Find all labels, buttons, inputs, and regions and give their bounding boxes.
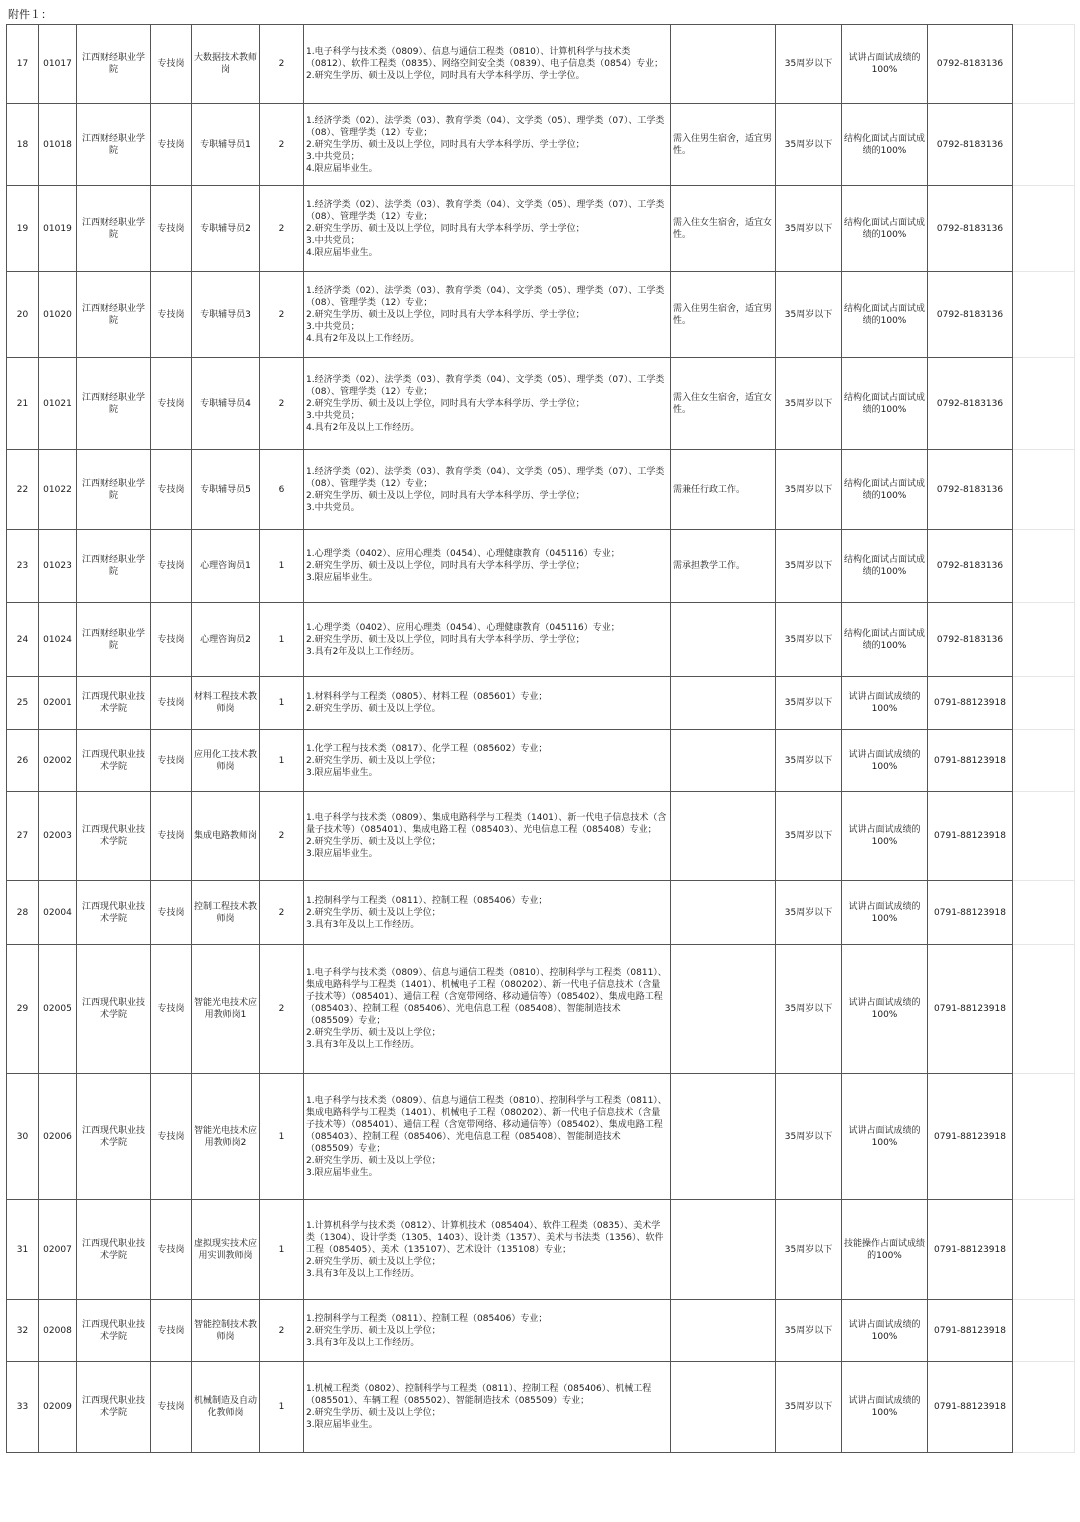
post-code-cell: 02002 xyxy=(39,730,77,792)
requirements-cell xyxy=(304,945,671,1074)
empty-cell xyxy=(1013,1074,1075,1200)
contact-phone-cell: 0792-8183136 xyxy=(928,272,1013,358)
post-code-cell: 01019 xyxy=(39,186,77,272)
requirements-cell xyxy=(304,1300,671,1362)
empty-cell xyxy=(1013,1200,1075,1300)
table-row xyxy=(7,1300,1075,1362)
remarks-cell xyxy=(671,603,776,677)
empty-cell xyxy=(1013,792,1075,881)
employer-cell: 江西财经职业学院 xyxy=(77,25,151,104)
interview-method-cell: 结构化面试占面试成绩的100% xyxy=(842,358,928,450)
requirement-line: 3.具有3年及以上工作经历。 xyxy=(306,919,420,930)
requirement-line: 1.经济学类（02）、法学类（03）、教育学类（04）、文学类（05）、理学类（07）、工学类（08）、管理学类（12）专业； xyxy=(306,466,665,489)
requirement-line: 4.限应届毕业生。 xyxy=(306,247,378,258)
interview-method-cell: 结构化面试占面试成绩的100% xyxy=(842,186,928,272)
contact-phone-cell: 0792-8183136 xyxy=(928,603,1013,677)
requirements-cell xyxy=(304,358,671,450)
contact-phone-cell: 0792-8183136 xyxy=(928,358,1013,450)
remarks-cell: 需承担教学工作。 xyxy=(671,530,776,603)
age-limit-cell: 35周岁以下 xyxy=(776,792,842,881)
post-code-cell: 02003 xyxy=(39,792,77,881)
requirement-line: 4.具有2年及以上工作经历。 xyxy=(306,422,420,433)
age-limit-cell: 35周岁以下 xyxy=(776,25,842,104)
row-number-cell: 28 xyxy=(7,881,39,945)
headcount-cell: 1 xyxy=(260,1362,304,1453)
empty-cell xyxy=(1013,1362,1075,1453)
requirement-line: 3.限应届毕业生。 xyxy=(306,573,378,583)
headcount-cell: 2 xyxy=(260,792,304,881)
post-code-cell: 01020 xyxy=(39,272,77,358)
row-number-cell: 31 xyxy=(7,1200,39,1300)
requirement-line: 4.具有2年及以上工作经历。 xyxy=(306,333,420,344)
post-type-cell: 专技岗 xyxy=(151,272,192,358)
table-row xyxy=(7,1074,1075,1200)
requirement-line: 3.具有3年及以上工作经历。 xyxy=(306,1040,420,1050)
interview-method-cell: 结构化面试占面试成绩的100% xyxy=(842,603,928,677)
age-limit-cell: 35周岁以下 xyxy=(776,186,842,272)
employer-cell: 江西现代职业技术学院 xyxy=(77,881,151,945)
headcount-cell: 1 xyxy=(260,677,304,730)
employer-cell: 江西财经职业学院 xyxy=(77,603,151,677)
employer-cell: 江西财经职业学院 xyxy=(77,186,151,272)
empty-cell xyxy=(1013,677,1075,730)
empty-cell xyxy=(1013,730,1075,792)
age-limit-cell: 35周岁以下 xyxy=(776,530,842,603)
post-type-cell: 专技岗 xyxy=(151,792,192,881)
headcount-cell: 2 xyxy=(260,186,304,272)
post-name-cell: 机械制造及自动化教师岗 xyxy=(192,1362,260,1453)
contact-phone-cell: 0791-88123918 xyxy=(928,677,1013,730)
requirement-line: 2.研究生学历、硕士及以上学位，同时具有大学本科学历、学士学位； xyxy=(306,309,585,320)
post-type-cell: 专技岗 xyxy=(151,186,192,272)
interview-method-cell: 技能操作占面试成绩的100% xyxy=(842,1200,928,1300)
employer-cell: 江西现代职业技术学院 xyxy=(77,1300,151,1362)
requirements-cell xyxy=(304,881,671,945)
post-name-cell: 心理咨询员2 xyxy=(192,603,260,677)
headcount-cell: 2 xyxy=(260,1300,304,1362)
table-row xyxy=(7,25,1075,104)
post-code-cell: 02008 xyxy=(39,1300,77,1362)
post-code-cell: 02001 xyxy=(39,677,77,730)
requirement-line: 1.机械工程类（0802）、控制科学与工程类（0811）、控制工程（085406）、机械工程（085501）、车辆工程（085502）、智能制造技术（085509）专业； xyxy=(306,1384,652,1406)
employer-cell: 江西财经职业学院 xyxy=(77,272,151,358)
post-code-cell: 01017 xyxy=(39,25,77,104)
interview-method-cell: 试讲占面试成绩的100% xyxy=(842,1074,928,1200)
empty-cell xyxy=(1013,450,1075,530)
requirement-line: 3.具有2年及以上工作经历。 xyxy=(306,646,420,657)
post-name-cell: 大数据技术教师岗 xyxy=(192,25,260,104)
interview-method-cell: 结构化面试占面试成绩的100% xyxy=(842,450,928,530)
post-code-cell: 02009 xyxy=(39,1362,77,1453)
post-type-cell: 专技岗 xyxy=(151,104,192,186)
attachment-caption: 附件１： xyxy=(8,8,52,21)
interview-method-cell: 试讲占面试成绩的100% xyxy=(842,792,928,881)
post-code-cell: 02005 xyxy=(39,945,77,1074)
empty-cell xyxy=(1013,603,1075,677)
age-limit-cell: 35周岁以下 xyxy=(776,272,842,358)
post-code-cell: 02004 xyxy=(39,881,77,945)
requirement-line: 3.限应届毕业生。 xyxy=(306,849,378,859)
empty-cell xyxy=(1013,272,1075,358)
requirement-line: 1.控制科学与工程类（0811）、控制工程（085406）专业； xyxy=(306,895,548,906)
requirements-cell xyxy=(304,603,671,677)
post-code-cell: 02006 xyxy=(39,1074,77,1200)
row-number-cell: 25 xyxy=(7,677,39,730)
contact-phone-cell: 0791-88123918 xyxy=(928,1200,1013,1300)
row-number-cell: 32 xyxy=(7,1300,39,1362)
remarks-cell xyxy=(671,1362,776,1453)
post-code-cell: 02007 xyxy=(39,1200,77,1300)
requirement-line: 1.电子科学与技术类（0809）、信息与通信工程类（0810）、控制科学与工程类（0811）、集成电路科学与工程类（1401）、机械电子工程（080202）、新一代电子信息技术（含量子技术等）（085401）、通信工程（含宽带网络、移动通信等）（085402）、集成电路工程（085403）、控制工程（085406）、光电信息工程（085408）、智能制造技术（085509）专业； xyxy=(306,1095,667,1154)
age-limit-cell: 35周岁以下 xyxy=(776,881,842,945)
post-name-cell: 智能光电技术应用教师岗2 xyxy=(192,1074,260,1200)
requirements-cell xyxy=(304,450,671,530)
requirements-cell xyxy=(304,272,671,358)
requirement-line: 2.研究生学历、硕士及以上学位，同时具有大学本科学历、学士学位。 xyxy=(306,71,585,81)
contact-phone-cell: 0791-88123918 xyxy=(928,792,1013,881)
contact-phone-cell: 0791-88123918 xyxy=(928,1074,1013,1200)
requirement-line: 3.中共党员； xyxy=(306,410,360,421)
post-type-cell: 专技岗 xyxy=(151,945,192,1074)
post-type-cell: 专技岗 xyxy=(151,530,192,603)
post-code-cell: 01021 xyxy=(39,358,77,450)
post-name-cell: 心理咨询员1 xyxy=(192,530,260,603)
post-name-cell: 专职辅导员3 xyxy=(192,272,260,358)
row-number-cell: 24 xyxy=(7,603,39,677)
remarks-cell: 需入住女生宿舍，适宜女性。 xyxy=(671,186,776,272)
post-type-cell: 专技岗 xyxy=(151,677,192,730)
contact-phone-cell: 0791-88123918 xyxy=(928,945,1013,1074)
remarks-cell xyxy=(671,881,776,945)
employer-cell: 江西财经职业学院 xyxy=(77,104,151,186)
requirement-line: 2.研究生学历、硕士及以上学位； xyxy=(306,755,441,766)
empty-cell xyxy=(1013,881,1075,945)
remarks-cell xyxy=(671,25,776,104)
contact-phone-cell: 0791-88123918 xyxy=(928,1300,1013,1362)
contact-phone-cell: 0792-8183136 xyxy=(928,450,1013,530)
post-type-cell: 专技岗 xyxy=(151,450,192,530)
age-limit-cell: 35周岁以下 xyxy=(776,1362,842,1453)
age-limit-cell: 35周岁以下 xyxy=(776,730,842,792)
employer-cell: 江西现代职业技术学院 xyxy=(77,730,151,792)
requirement-line: 2.研究生学历、硕士及以上学位，同时具有大学本科学历、学士学位； xyxy=(306,561,585,571)
requirements-cell xyxy=(304,104,671,186)
remarks-cell xyxy=(671,677,776,730)
table-row xyxy=(7,881,1075,945)
remarks-cell xyxy=(671,945,776,1074)
requirement-line: 1.化学工程与技术类（0817）、化学工程（085602）专业； xyxy=(306,743,548,754)
remarks-cell xyxy=(671,730,776,792)
post-code-cell: 01024 xyxy=(39,603,77,677)
remarks-cell xyxy=(671,1200,776,1300)
post-name-cell: 虚拟现实技术应用实训教师岗 xyxy=(192,1200,260,1300)
requirement-line: 4.限应届毕业生。 xyxy=(306,163,378,174)
requirements-cell xyxy=(304,530,671,603)
post-type-cell: 专技岗 xyxy=(151,358,192,450)
age-limit-cell: 35周岁以下 xyxy=(776,603,842,677)
headcount-cell: 2 xyxy=(260,945,304,1074)
post-type-cell: 专技岗 xyxy=(151,730,192,792)
requirement-line: 2.研究生学历、硕士及以上学位； xyxy=(306,907,441,918)
requirement-line: 2.研究生学历、硕士及以上学位； xyxy=(306,1325,441,1336)
interview-method-cell: 试讲占面试成绩的100% xyxy=(842,1362,928,1453)
age-limit-cell: 35周岁以下 xyxy=(776,1200,842,1300)
post-name-cell: 集成电路教师岗 xyxy=(192,792,260,881)
remarks-cell: 需兼任行政工作。 xyxy=(671,450,776,530)
table-row xyxy=(7,1362,1075,1453)
requirements-cell xyxy=(304,25,671,104)
requirement-line: 3.限应届毕业生。 xyxy=(306,1420,378,1430)
remarks-cell: 需入住男生宿舍，适宜男性。 xyxy=(671,104,776,186)
post-code-cell: 01022 xyxy=(39,450,77,530)
headcount-cell: 1 xyxy=(260,530,304,603)
requirement-line: 2.研究生学历、硕士及以上学位，同时具有大学本科学历、学士学位； xyxy=(306,634,585,645)
requirement-line: 2.研究生学历、硕士及以上学位； xyxy=(306,1155,441,1166)
row-number-cell: 27 xyxy=(7,792,39,881)
requirement-line: 1.心理学类（0402）、应用心理类（0454）、心理健康教育（045116）专业； xyxy=(306,549,620,559)
employer-cell: 江西财经职业学院 xyxy=(77,530,151,603)
post-type-cell: 专技岗 xyxy=(151,1300,192,1362)
employer-cell: 江西现代职业技术学院 xyxy=(77,945,151,1074)
post-type-cell: 专技岗 xyxy=(151,1200,192,1300)
table-row xyxy=(7,1200,1075,1300)
row-number-cell: 17 xyxy=(7,25,39,104)
interview-method-cell: 试讲占面试成绩的100% xyxy=(842,677,928,730)
post-name-cell: 材料工程技术教师岗 xyxy=(192,677,260,730)
post-name-cell: 智能光电技术应用教师岗1 xyxy=(192,945,260,1074)
headcount-cell: 1 xyxy=(260,603,304,677)
requirement-line: 3.中共党员； xyxy=(306,151,360,162)
empty-cell xyxy=(1013,104,1075,186)
row-number-cell: 21 xyxy=(7,358,39,450)
interview-method-cell: 结构化面试占面试成绩的100% xyxy=(842,530,928,603)
requirement-line: 2.研究生学历、硕士及以上学位，同时具有大学本科学历、学士学位； xyxy=(306,490,585,501)
post-name-cell: 专职辅导员4 xyxy=(192,358,260,450)
table-row xyxy=(7,358,1075,450)
row-number-cell: 19 xyxy=(7,186,39,272)
requirement-line: 1.经济学类（02）、法学类（03）、教育学类（04）、文学类（05）、理学类（07）、工学类（08）、管理学类（12）专业； xyxy=(306,199,665,222)
post-type-cell: 专技岗 xyxy=(151,881,192,945)
requirement-line: 2.研究生学历、硕士及以上学位，同时具有大学本科学历、学士学位； xyxy=(306,139,585,150)
requirements-cell xyxy=(304,677,671,730)
post-name-cell: 专职辅导员1 xyxy=(192,104,260,186)
employer-cell: 江西现代职业技术学院 xyxy=(77,1362,151,1453)
table-row xyxy=(7,792,1075,881)
age-limit-cell: 35周岁以下 xyxy=(776,945,842,1074)
post-name-cell: 专职辅导员5 xyxy=(192,450,260,530)
headcount-cell: 2 xyxy=(260,104,304,186)
headcount-cell: 2 xyxy=(260,358,304,450)
employer-cell: 江西现代职业技术学院 xyxy=(77,1074,151,1200)
empty-cell xyxy=(1013,1300,1075,1362)
requirement-line: 1.电子科学与技术类（0809）、信息与通信工程类（0810）、控制科学与工程类（0811）、集成电路科学与工程类（1401）、机械电子工程（080202）、新一代电子信息技术（含量子技术等）（085401）、通信工程（含宽带网络、移动通信等）（085402）、集成电路工程（085403）、控制工程（085406）、光电信息工程（085408）、智能制造技术（085509）专业； xyxy=(306,968,667,1026)
post-name-cell: 控制工程技术教师岗 xyxy=(192,881,260,945)
requirement-line: 1.材料科学与工程类（0805）、材料工程（085601）专业； xyxy=(306,692,548,702)
table-row xyxy=(7,186,1075,272)
headcount-cell: 1 xyxy=(260,1074,304,1200)
requirement-line: 2.研究生学历、硕士及以上学位。 xyxy=(306,704,441,714)
table-row xyxy=(7,603,1075,677)
post-name-cell: 专职辅导员2 xyxy=(192,186,260,272)
remarks-cell: 需入住女生宿舍，适宜女性。 xyxy=(671,358,776,450)
table-row xyxy=(7,272,1075,358)
headcount-cell: 2 xyxy=(260,25,304,104)
requirements-cell xyxy=(304,730,671,792)
remarks-cell xyxy=(671,1300,776,1362)
interview-method-cell: 结构化面试占面试成绩的100% xyxy=(842,272,928,358)
table-row xyxy=(7,104,1075,186)
requirement-line: 3.具有3年及以上工作经历。 xyxy=(306,1337,420,1348)
empty-cell xyxy=(1013,358,1075,450)
contact-phone-cell: 0791-88123918 xyxy=(928,1362,1013,1453)
table-row xyxy=(7,530,1075,603)
contact-phone-cell: 0791-88123918 xyxy=(928,881,1013,945)
post-type-cell: 专技岗 xyxy=(151,1362,192,1453)
requirement-line: 1.控制科学与工程类（0811）、控制工程（085406）专业； xyxy=(306,1313,548,1324)
age-limit-cell: 35周岁以下 xyxy=(776,104,842,186)
contact-phone-cell: 0792-8183136 xyxy=(928,530,1013,603)
empty-cell xyxy=(1013,945,1075,1074)
requirement-line: 1.心理学类（0402）、应用心理类（0454）、心理健康教育（045116）专业； xyxy=(306,622,620,633)
age-limit-cell: 35周岁以下 xyxy=(776,450,842,530)
headcount-cell: 1 xyxy=(260,730,304,792)
post-name-cell: 应用化工技术教师岗 xyxy=(192,730,260,792)
table-row xyxy=(7,945,1075,1074)
requirement-line: 3.中共党员； xyxy=(306,321,360,332)
post-type-cell: 专技岗 xyxy=(151,1074,192,1200)
requirement-line: 2.研究生学历、硕士及以上学位； xyxy=(306,1256,441,1267)
requirement-line: 1.经济学类（02）、法学类（03）、教育学类（04）、文学类（05）、理学类（07）、工学类（08）、管理学类（12）专业； xyxy=(306,285,665,308)
requirements-cell xyxy=(304,1200,671,1300)
remarks-cell: 需入住男生宿舍，适宜男性。 xyxy=(671,272,776,358)
post-name-cell: 智能控制技术教师岗 xyxy=(192,1300,260,1362)
interview-method-cell: 试讲占面试成绩的100% xyxy=(842,1300,928,1362)
requirement-line: 1.经济学类（02）、法学类（03）、教育学类（04）、文学类（05）、理学类（07）、工学类（08）、管理学类（12）专业； xyxy=(306,374,665,397)
row-number-cell: 30 xyxy=(7,1074,39,1200)
row-number-cell: 29 xyxy=(7,945,39,1074)
requirement-line: 1.电子科学与技术类（0809）、集成电路科学与工程类（1401）、新一代电子信息技术（含量子技术等）（085401）、集成电路工程（085403）、光电信息工程（085408）专业； xyxy=(306,813,667,835)
requirement-line: 2.研究生学历、硕士及以上学位，同时具有大学本科学历、学士学位； xyxy=(306,223,585,234)
requirement-line: 3.中共党员。 xyxy=(306,502,360,513)
employer-cell: 江西财经职业学院 xyxy=(77,450,151,530)
requirement-line: 2.研究生学历、硕士及以上学位； xyxy=(306,837,441,847)
row-number-cell: 26 xyxy=(7,730,39,792)
post-code-cell: 01018 xyxy=(39,104,77,186)
headcount-cell: 2 xyxy=(260,881,304,945)
requirement-line: 3.中共党员； xyxy=(306,235,360,246)
table-row xyxy=(7,730,1075,792)
requirement-line: 1.电子科学与技术类（0809）、信息与通信工程类（0810）、计算机科学与技术类（0812）、软件工程类（0835）、网络空间安全类（0839）、电子信息类（0854）专业； xyxy=(306,47,664,69)
requirement-line: 2.研究生学历、硕士及以上学位，同时具有大学本科学历、学士学位； xyxy=(306,398,585,409)
row-number-cell: 23 xyxy=(7,530,39,603)
employer-cell: 江西现代职业技术学院 xyxy=(77,1200,151,1300)
interview-method-cell: 结构化面试占面试成绩的100% xyxy=(842,104,928,186)
requirement-line: 2.研究生学历、硕士及以上学位； xyxy=(306,1028,441,1038)
age-limit-cell: 35周岁以下 xyxy=(776,1074,842,1200)
contact-phone-cell: 0792-8183136 xyxy=(928,104,1013,186)
requirements-cell xyxy=(304,1074,671,1200)
empty-cell xyxy=(1013,25,1075,104)
row-number-cell: 18 xyxy=(7,104,39,186)
headcount-cell: 1 xyxy=(260,1200,304,1300)
row-number-cell: 22 xyxy=(7,450,39,530)
empty-cell xyxy=(1013,186,1075,272)
employer-cell: 江西财经职业学院 xyxy=(77,358,151,450)
remarks-cell xyxy=(671,1074,776,1200)
post-type-cell: 专技岗 xyxy=(151,603,192,677)
requirement-line: 1.计算机科学与技术类（0812）、计算机技术（085404）、软件工程类（0835）、美术学类（1304）、设计学类（1305、1403）、设计类（1357）、美术与书法类（1356）、软件工程（085405）、美术（135107）、艺术设计（135108）专业； xyxy=(306,1220,664,1255)
employer-cell: 江西现代职业技术学院 xyxy=(77,677,151,730)
age-limit-cell: 35周岁以下 xyxy=(776,1300,842,1362)
requirements-cell xyxy=(304,1362,671,1453)
interview-method-cell: 试讲占面试成绩的100% xyxy=(842,25,928,104)
post-code-cell: 01023 xyxy=(39,530,77,603)
interview-method-cell: 试讲占面试成绩的100% xyxy=(842,730,928,792)
post-type-cell: 专技岗 xyxy=(151,25,192,104)
recruitment-table xyxy=(6,24,1075,1453)
interview-method-cell: 试讲占面试成绩的100% xyxy=(842,945,928,1074)
headcount-cell: 2 xyxy=(260,272,304,358)
requirement-line: 3.限应届毕业生。 xyxy=(306,767,378,778)
requirement-line: 3.具有3年及以上工作经历。 xyxy=(306,1268,420,1279)
table-row xyxy=(7,677,1075,730)
row-number-cell: 33 xyxy=(7,1362,39,1453)
row-number-cell: 20 xyxy=(7,272,39,358)
contact-phone-cell: 0792-8183136 xyxy=(928,186,1013,272)
table-row xyxy=(7,450,1075,530)
requirement-line: 1.经济学类（02）、法学类（03）、教育学类（04）、文学类（05）、理学类（07）、工学类（08）、管理学类（12）专业； xyxy=(306,115,665,138)
age-limit-cell: 35周岁以下 xyxy=(776,677,842,730)
interview-method-cell: 试讲占面试成绩的100% xyxy=(842,881,928,945)
employer-cell: 江西现代职业技术学院 xyxy=(77,792,151,881)
contact-phone-cell: 0791-88123918 xyxy=(928,730,1013,792)
headcount-cell: 6 xyxy=(260,450,304,530)
age-limit-cell: 35周岁以下 xyxy=(776,358,842,450)
requirement-line: 2.研究生学历、硕士及以上学位； xyxy=(306,1408,441,1418)
requirements-cell xyxy=(304,186,671,272)
requirement-line: 3.限应届毕业生。 xyxy=(306,1167,378,1178)
contact-phone-cell: 0792-8183136 xyxy=(928,25,1013,104)
remarks-cell xyxy=(671,792,776,881)
requirements-cell xyxy=(304,792,671,881)
empty-cell xyxy=(1013,530,1075,603)
